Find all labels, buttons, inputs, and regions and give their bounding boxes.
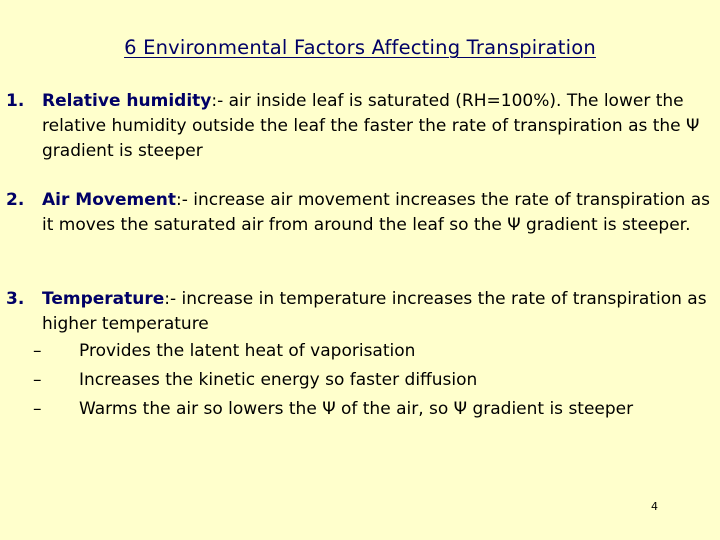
factor-body xyxy=(42,287,712,337)
factor-text: :- increase air movement increases the rate of transpiration as it moves the saturated air from around the leaf so the Ψ gradient is steeper. xyxy=(42,190,710,235)
factor-text: :- air inside leaf is saturated (RH=100%). The lower the relative humidity outside the leaf the faster the rate of transpiration as the Ψ gradient is steeper xyxy=(42,91,700,161)
sub-item xyxy=(6,337,712,366)
sub-item-text: Increases the kinetic energy so faster diffusion xyxy=(79,370,478,390)
factor-term: Air Movement xyxy=(42,190,176,210)
slide-title: 6 Environmental Factors Affecting Transpiration xyxy=(124,36,596,59)
sub-item-text: Provides the latent heat of vaporisation xyxy=(79,341,416,361)
factor-air-movement xyxy=(6,188,712,238)
sub-item-dash: – xyxy=(33,370,42,390)
sub-item xyxy=(6,395,712,424)
factor-number: 3. xyxy=(6,289,25,309)
sub-item-dash: – xyxy=(33,399,42,419)
page-number: 4 xyxy=(651,500,658,513)
sub-item-text: Warms the air so lowers the Ψ of the air, so Ψ gradient is steeper xyxy=(79,399,634,419)
factor-term: Temperature xyxy=(42,289,165,309)
factor-text: :- increase in temperature increases the rate of transpiration as higher temperature xyxy=(42,289,707,334)
sub-item-dash: – xyxy=(33,341,42,361)
factor-body xyxy=(42,188,712,238)
factor-relative-humidity xyxy=(6,89,712,164)
factor-number: 1. xyxy=(6,91,25,111)
sub-item xyxy=(6,366,712,395)
factor-body xyxy=(42,89,712,164)
factor-number: 2. xyxy=(6,190,25,210)
factor-temperature xyxy=(6,287,712,424)
factor-term: Relative humidity xyxy=(42,91,212,111)
